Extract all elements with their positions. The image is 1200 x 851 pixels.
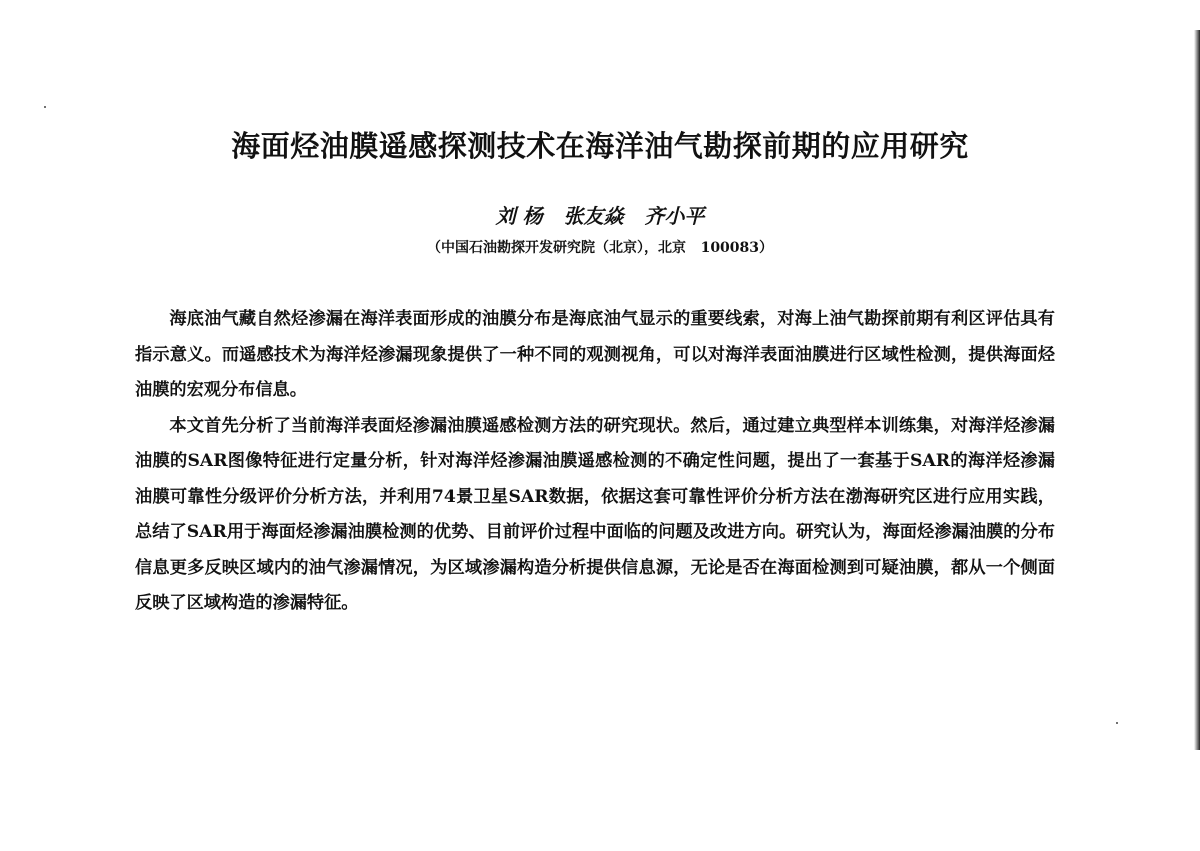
paper-title: 海面烃油膜遥感探测技术在海洋油气勘探前期的应用研究	[231, 129, 969, 163]
author-affiliation: （中国石油勘探开发研究院（北京），北京 100083）	[426, 240, 774, 256]
author-list: 刘 杨 张友焱 齐小平	[495, 204, 705, 228]
abstract-paragraph: 本文首先分析了当前海洋表面烃渗漏油膜遥感检测方法的研究现状。然后，通过建立典型样本训练集，对海洋烃渗漏油膜的SAR图像特征进行定量分析，针对海洋烃渗漏油膜遥感检测的不确定性问题，提出了一套基于SAR的海洋烃渗漏油膜可靠性分级评价分析方法，并利用74景卫星SAR数据，依据这套可靠性评价分析方法在渤海研究区进行应用实践，总结了SAR用于海面烃渗漏油膜检测的优势、目前评价过程中面临的问题及改进方向。研究认为，海面烃渗漏油膜的分布信息更多反映区域内的油气渗漏情况，为区域渗漏构造分析提供信息源，无论是否在海面检测到可疑油膜，都从一个侧面反映了区域构造的渗漏特征。	[135, 415, 1055, 613]
abstract-body	[135, 302, 1055, 622]
abstract-paragraph: 海底油气藏自然烃渗漏在海洋表面形成的油膜分布是海底油气显示的重要线索，对海上油气勘探前期有利区评估具有指示意义。而遥感技术为海洋烃渗漏现象提供了一种不同的观测视角，可以对海洋表面油膜进行区域性检测，提供海面烃油膜的宏观分布信息。	[135, 309, 1055, 400]
scan-speck	[44, 106, 46, 108]
scan-speck	[1116, 722, 1118, 724]
